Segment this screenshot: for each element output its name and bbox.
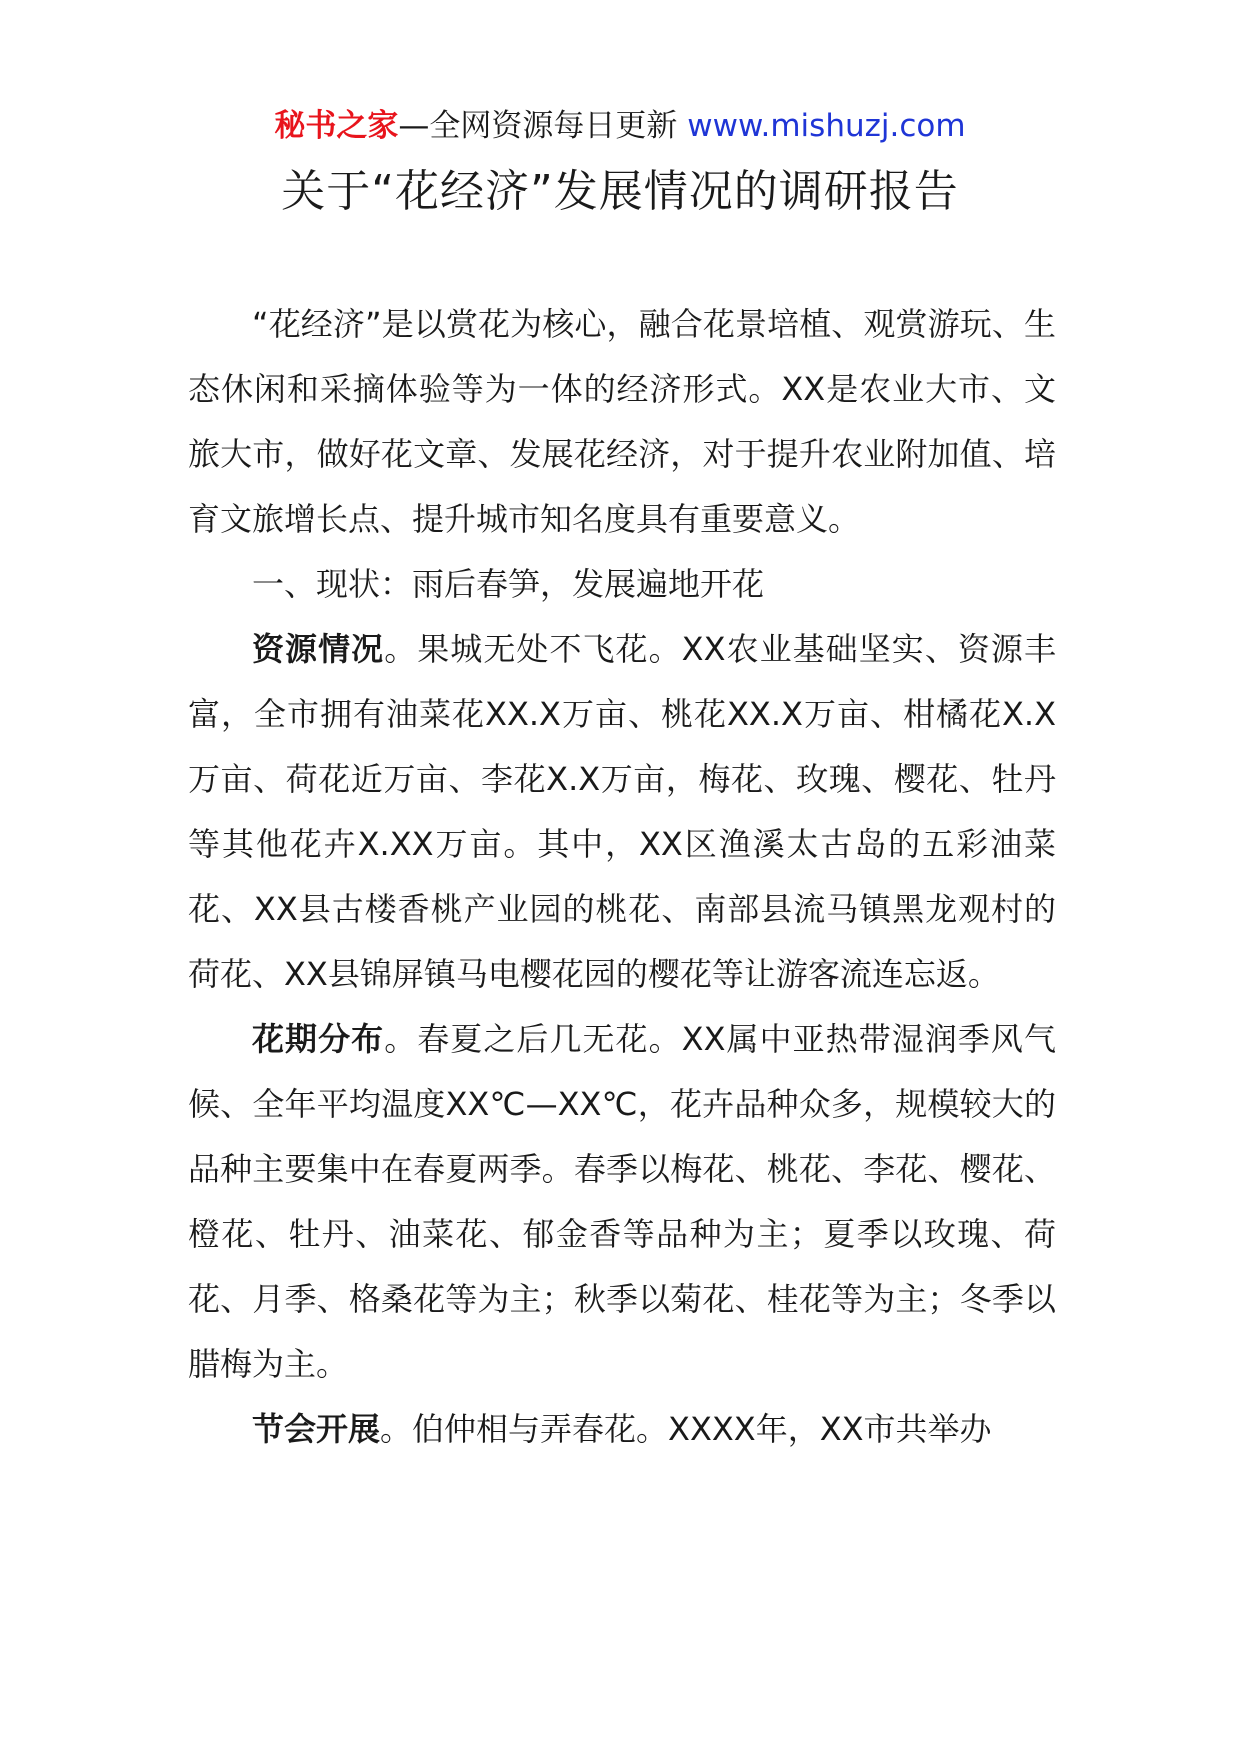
bloom-paragraph — [188, 1007, 1056, 1397]
site-url[interactable]: www.mishuzj.com — [687, 108, 966, 144]
document-title: 关于“花经济”发展情况的调研报告 — [281, 166, 959, 217]
resources-paragraph — [188, 617, 1056, 1007]
brand-name: 秘书之家 — [274, 108, 399, 144]
resources-text: 。果城无处不飞花。XX农业基础坚实、资源丰富，全市拥有油菜花XX.X万亩、桃花XX.X万亩、柑橘花X.X万亩、荷花近万亩、李花X.X万亩，梅花、玫瑰、樱花、牡丹等其他花卉X.XX万亩。其中，XX区渔溪太古岛的五彩油菜花、XX县古楼香桃产业园的桃花、南部县流马镇黑龙观村的荷花、XX县锦屏镇马电樱花园的樱花等让游客流连忘返。 — [188, 630, 1056, 993]
banner-tagline: —全网资源每日更新 — [398, 108, 688, 144]
intro-paragraph: “花经济”是以赏花为核心，融合花景培植、观赏游玩、生态休闲和采摘体验等为一体的经济形式。XX是农业大市、文旅大市，做好花文章、发展花经济，对于提升农业附加值、培育文旅增长点、提升城市知名度具有重要意义。 — [188, 305, 1056, 538]
bloom-text: 。春夏之后几无花。XX属中亚热带湿润季风气候、全年平均温度XX℃—XX℃，花卉品种众多，规模较大的品种主要集中在春夏两季。春季以梅花、桃花、李花、樱花、橙花、牡丹、油菜花、郁金香等品种为主；夏季以玫瑰、荷花、月季、格桑花等为主；秋季以菊花、桂花等为主；冬季以腊梅为主。 — [188, 1020, 1056, 1383]
section-heading: 一、现状：雨后春笋，发展遍地开花 — [252, 565, 765, 603]
document-body — [188, 292, 1056, 1462]
resources-label: 资源情况 — [252, 630, 385, 668]
site-banner — [0, 104, 1240, 148]
festival-paragraph — [188, 1397, 1056, 1462]
festival-label: 节会开展 — [252, 1410, 381, 1448]
festival-text: 。伯仲相与弄春花。XXXX年，XX市共举办 — [380, 1410, 992, 1448]
bloom-label: 花期分布 — [252, 1020, 385, 1058]
